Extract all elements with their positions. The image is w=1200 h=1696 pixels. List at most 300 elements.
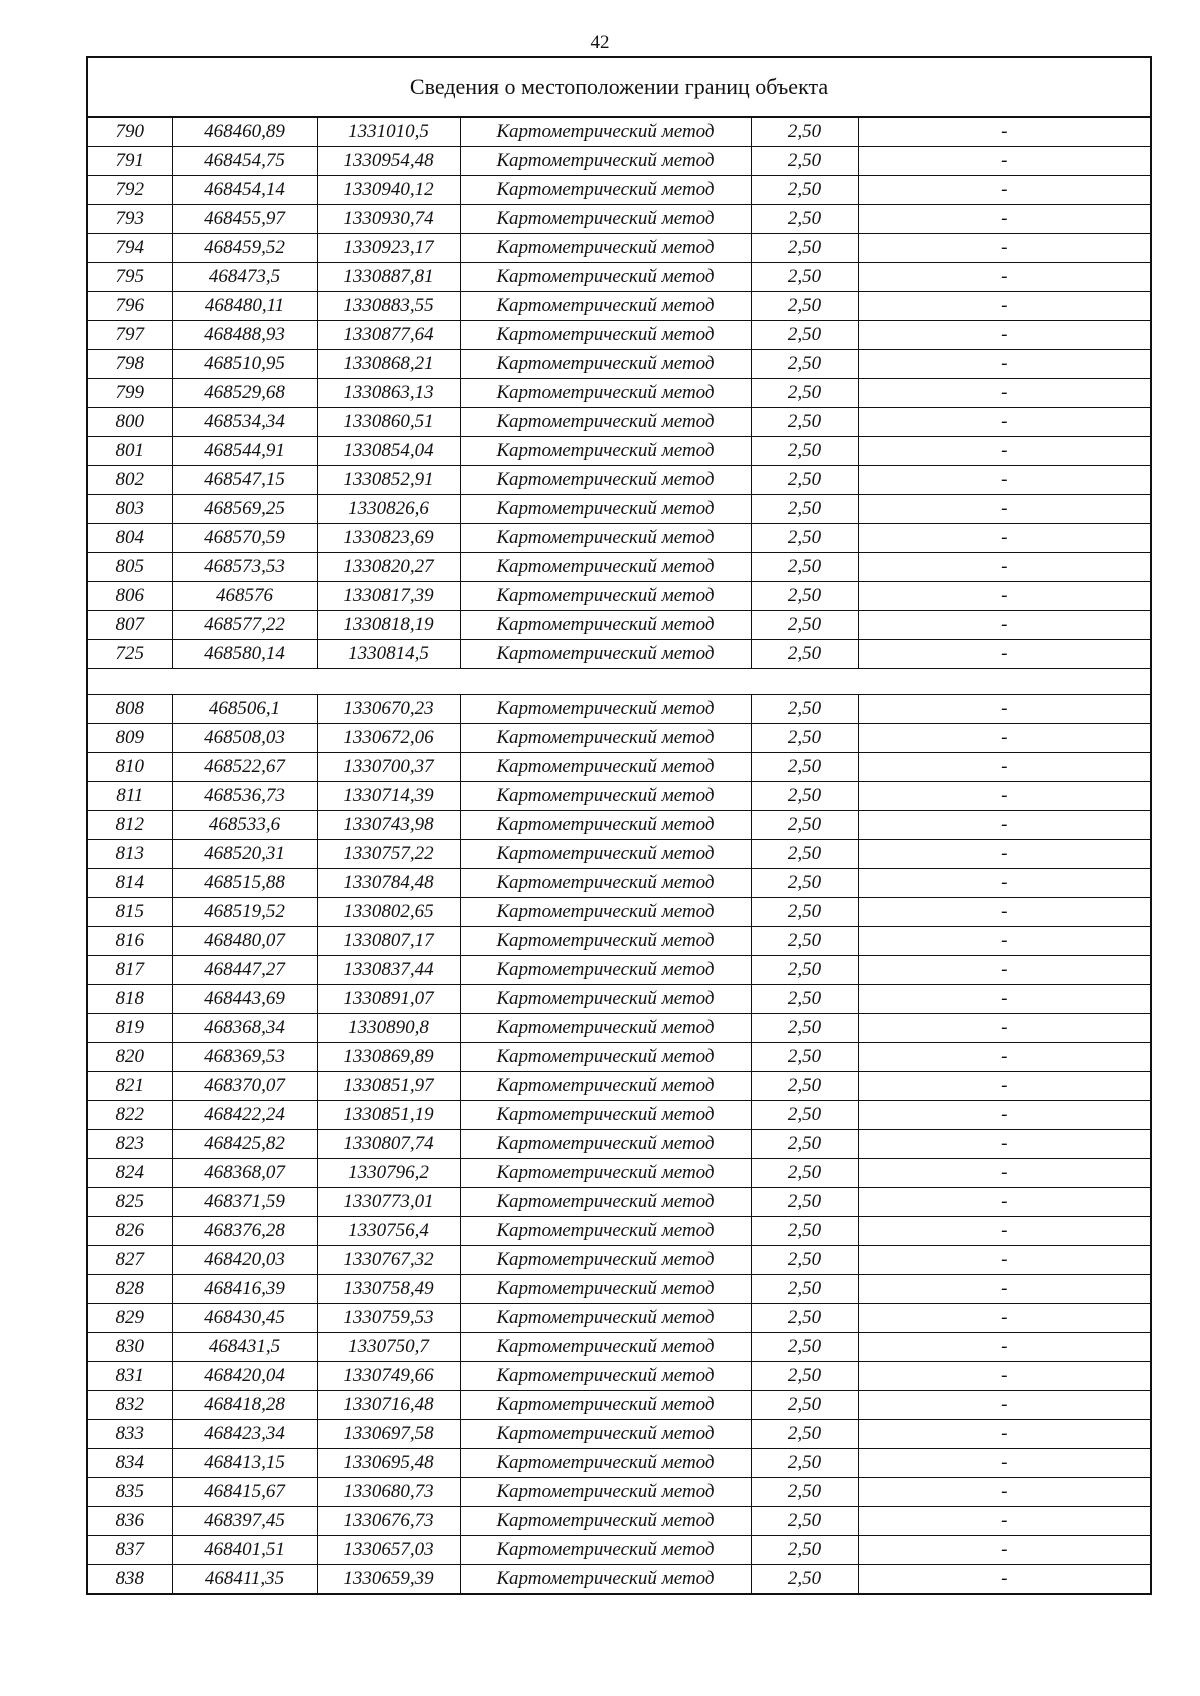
y-coordinate-cell: 1330773,01: [317, 1188, 460, 1217]
x-coordinate-cell: 468368,07: [172, 1159, 317, 1188]
description-cell: -: [858, 321, 1151, 350]
description-cell: -: [858, 408, 1151, 437]
accuracy-cell: 2,50: [751, 234, 858, 263]
y-coordinate-cell: 1330887,81: [317, 263, 460, 292]
y-coordinate-cell: 1330743,98: [317, 811, 460, 840]
method-cell: Картометрический метод: [460, 205, 751, 234]
method-cell: Картометрический метод: [460, 1043, 751, 1072]
y-coordinate-cell: 1330695,48: [317, 1449, 460, 1478]
x-coordinate-cell: 468515,88: [172, 869, 317, 898]
x-coordinate-cell: 468519,52: [172, 898, 317, 927]
description-cell: -: [858, 1101, 1151, 1130]
x-coordinate-cell: 468422,24: [172, 1101, 317, 1130]
method-cell: Картометрический метод: [460, 956, 751, 985]
accuracy-cell: 2,50: [751, 437, 858, 466]
description-cell: -: [858, 1159, 1151, 1188]
x-coordinate-cell: 468569,25: [172, 495, 317, 524]
x-coordinate-cell: 468447,27: [172, 956, 317, 985]
accuracy-cell: 2,50: [751, 1565, 858, 1595]
table-row: [87, 263, 1151, 292]
method-cell: Картометрический метод: [460, 840, 751, 869]
description-cell: -: [858, 1304, 1151, 1333]
accuracy-cell: 2,50: [751, 640, 858, 669]
description-cell: -: [858, 1333, 1151, 1362]
point-number-cell: 830: [87, 1333, 172, 1362]
accuracy-cell: 2,50: [751, 1449, 858, 1478]
x-coordinate-cell: 468376,28: [172, 1217, 317, 1246]
y-coordinate-cell: 1330860,51: [317, 408, 460, 437]
y-coordinate-cell: 1330807,74: [317, 1130, 460, 1159]
description-cell: -: [858, 234, 1151, 263]
x-coordinate-cell: 468420,03: [172, 1246, 317, 1275]
group-separator-row: [87, 669, 1151, 695]
method-cell: Картометрический метод: [460, 898, 751, 927]
method-cell: Картометрический метод: [460, 927, 751, 956]
boundary-coordinates-table: [86, 56, 1152, 1595]
y-coordinate-cell: 1330851,19: [317, 1101, 460, 1130]
description-cell: -: [858, 811, 1151, 840]
point-number-cell: 794: [87, 234, 172, 263]
table-row: [87, 1130, 1151, 1159]
description-cell: -: [858, 1014, 1151, 1043]
description-cell: -: [858, 437, 1151, 466]
description-cell: -: [858, 1420, 1151, 1449]
x-coordinate-cell: 468423,34: [172, 1420, 317, 1449]
method-cell: Картометрический метод: [460, 1449, 751, 1478]
point-number-cell: 836: [87, 1507, 172, 1536]
method-cell: Картометрический метод: [460, 1536, 751, 1565]
table-row: [87, 1362, 1151, 1391]
point-number-cell: 792: [87, 176, 172, 205]
x-coordinate-cell: 468488,93: [172, 321, 317, 350]
table-row: [87, 695, 1151, 724]
accuracy-cell: 2,50: [751, 1507, 858, 1536]
table-row: [87, 724, 1151, 753]
table-row: [87, 1275, 1151, 1304]
y-coordinate-cell: 1330868,21: [317, 350, 460, 379]
method-cell: Картометрический метод: [460, 869, 751, 898]
description-cell: -: [858, 495, 1151, 524]
y-coordinate-cell: 1330852,91: [317, 466, 460, 495]
method-cell: Картометрический метод: [460, 1072, 751, 1101]
point-number-cell: 821: [87, 1072, 172, 1101]
page-number: 42: [590, 32, 610, 53]
x-coordinate-cell: 468443,69: [172, 985, 317, 1014]
table-row: [87, 1246, 1151, 1275]
y-coordinate-cell: 1330851,97: [317, 1072, 460, 1101]
method-cell: Картометрический метод: [460, 724, 751, 753]
point-number-cell: 808: [87, 695, 172, 724]
y-coordinate-cell: 1330750,7: [317, 1333, 460, 1362]
accuracy-cell: 2,50: [751, 408, 858, 437]
point-number-cell: 810: [87, 753, 172, 782]
method-cell: Картометрический метод: [460, 1391, 751, 1420]
x-coordinate-cell: 468580,14: [172, 640, 317, 669]
point-number-cell: 809: [87, 724, 172, 753]
x-coordinate-cell: 468413,15: [172, 1449, 317, 1478]
accuracy-cell: 2,50: [751, 782, 858, 811]
point-number-cell: 829: [87, 1304, 172, 1333]
accuracy-cell: 2,50: [751, 1072, 858, 1101]
method-cell: Картометрический метод: [460, 1420, 751, 1449]
description-cell: -: [858, 1565, 1151, 1595]
table-row: [87, 176, 1151, 205]
description-cell: -: [858, 1478, 1151, 1507]
table-row: [87, 927, 1151, 956]
table-row: [87, 147, 1151, 176]
point-number-cell: 813: [87, 840, 172, 869]
description-cell: -: [858, 927, 1151, 956]
y-coordinate-cell: 1330680,73: [317, 1478, 460, 1507]
y-coordinate-cell: 1330863,13: [317, 379, 460, 408]
y-coordinate-cell: 1330883,55: [317, 292, 460, 321]
description-cell: -: [858, 1536, 1151, 1565]
method-cell: Картометрический метод: [460, 263, 751, 292]
y-coordinate-cell: 1330659,39: [317, 1565, 460, 1595]
method-cell: Картометрический метод: [460, 553, 751, 582]
description-cell: -: [858, 1217, 1151, 1246]
x-coordinate-cell: 468416,39: [172, 1275, 317, 1304]
accuracy-cell: 2,50: [751, 1478, 858, 1507]
description-cell: -: [858, 956, 1151, 985]
accuracy-cell: 2,50: [751, 869, 858, 898]
accuracy-cell: 2,50: [751, 553, 858, 582]
x-coordinate-cell: 468510,95: [172, 350, 317, 379]
x-coordinate-cell: 468455,97: [172, 205, 317, 234]
x-coordinate-cell: 468431,5: [172, 1333, 317, 1362]
description-cell: -: [858, 524, 1151, 553]
y-coordinate-cell: 1330837,44: [317, 956, 460, 985]
x-coordinate-cell: 468480,07: [172, 927, 317, 956]
point-number-cell: 802: [87, 466, 172, 495]
y-coordinate-cell: 1330818,19: [317, 611, 460, 640]
y-coordinate-cell: 1330954,48: [317, 147, 460, 176]
accuracy-cell: 2,50: [751, 898, 858, 927]
table-row: [87, 582, 1151, 611]
table-row: [87, 379, 1151, 408]
point-number-cell: 828: [87, 1275, 172, 1304]
table-title: Сведения о местоположении границ объекта: [87, 57, 1151, 117]
method-cell: Картометрический метод: [460, 1362, 751, 1391]
point-number-cell: 825: [87, 1188, 172, 1217]
point-number-cell: 819: [87, 1014, 172, 1043]
y-coordinate-cell: 1330930,74: [317, 205, 460, 234]
point-number-cell: 805: [87, 553, 172, 582]
point-number-cell: 823: [87, 1130, 172, 1159]
x-coordinate-cell: 468430,45: [172, 1304, 317, 1333]
description-cell: -: [858, 840, 1151, 869]
x-coordinate-cell: 468508,03: [172, 724, 317, 753]
method-cell: Картометрический метод: [460, 611, 751, 640]
x-coordinate-cell: 468573,53: [172, 553, 317, 582]
x-coordinate-cell: 468533,6: [172, 811, 317, 840]
method-cell: Картометрический метод: [460, 582, 751, 611]
x-coordinate-cell: 468522,67: [172, 753, 317, 782]
table-row: [87, 956, 1151, 985]
table-row: [87, 898, 1151, 927]
method-cell: Картометрический метод: [460, 1507, 751, 1536]
y-coordinate-cell: 1330670,23: [317, 695, 460, 724]
x-coordinate-cell: 468506,1: [172, 695, 317, 724]
accuracy-cell: 2,50: [751, 1275, 858, 1304]
y-coordinate-cell: 1330657,03: [317, 1536, 460, 1565]
accuracy-cell: 2,50: [751, 321, 858, 350]
x-coordinate-cell: 468418,28: [172, 1391, 317, 1420]
point-number-cell: 834: [87, 1449, 172, 1478]
x-coordinate-cell: 468529,68: [172, 379, 317, 408]
x-coordinate-cell: 468425,82: [172, 1130, 317, 1159]
method-cell: Картометрический метод: [460, 117, 751, 147]
point-number-cell: 798: [87, 350, 172, 379]
y-coordinate-cell: 1330759,53: [317, 1304, 460, 1333]
accuracy-cell: 2,50: [751, 350, 858, 379]
x-coordinate-cell: 468370,07: [172, 1072, 317, 1101]
accuracy-cell: 2,50: [751, 1188, 858, 1217]
x-coordinate-cell: 468576: [172, 582, 317, 611]
method-cell: Картометрический метод: [460, 1304, 751, 1333]
table-row: [87, 1014, 1151, 1043]
accuracy-cell: 2,50: [751, 1246, 858, 1275]
method-cell: Картометрический метод: [460, 176, 751, 205]
point-number-cell: 826: [87, 1217, 172, 1246]
table-row: [87, 1420, 1151, 1449]
y-coordinate-cell: 1330714,39: [317, 782, 460, 811]
description-cell: -: [858, 1188, 1151, 1217]
x-coordinate-cell: 468411,35: [172, 1565, 317, 1595]
table-row: [87, 1043, 1151, 1072]
accuracy-cell: 2,50: [751, 1536, 858, 1565]
table-row: [87, 869, 1151, 898]
method-cell: Картометрический метод: [460, 379, 751, 408]
method-cell: Картометрический метод: [460, 782, 751, 811]
y-coordinate-cell: 1330820,27: [317, 553, 460, 582]
accuracy-cell: 2,50: [751, 840, 858, 869]
table-row: [87, 466, 1151, 495]
x-coordinate-cell: 468401,51: [172, 1536, 317, 1565]
accuracy-cell: 2,50: [751, 611, 858, 640]
y-coordinate-cell: 1330757,22: [317, 840, 460, 869]
point-number-cell: 812: [87, 811, 172, 840]
accuracy-cell: 2,50: [751, 205, 858, 234]
x-coordinate-cell: 468520,31: [172, 840, 317, 869]
method-cell: Картометрический метод: [460, 1565, 751, 1595]
table-row: [87, 205, 1151, 234]
x-coordinate-cell: 468369,53: [172, 1043, 317, 1072]
description-cell: -: [858, 640, 1151, 669]
description-cell: -: [858, 292, 1151, 321]
accuracy-cell: 2,50: [751, 811, 858, 840]
table-row: [87, 1478, 1151, 1507]
description-cell: -: [858, 582, 1151, 611]
accuracy-cell: 2,50: [751, 1101, 858, 1130]
x-coordinate-cell: 468454,14: [172, 176, 317, 205]
table-row: [87, 782, 1151, 811]
table-row: [87, 1188, 1151, 1217]
accuracy-cell: 2,50: [751, 524, 858, 553]
table-row: [87, 640, 1151, 669]
description-cell: -: [858, 1246, 1151, 1275]
table-row: [87, 350, 1151, 379]
accuracy-cell: 2,50: [751, 956, 858, 985]
table-row: [87, 840, 1151, 869]
description-cell: -: [858, 1391, 1151, 1420]
point-number-cell: 793: [87, 205, 172, 234]
point-number-cell: 791: [87, 147, 172, 176]
table-row: [87, 524, 1151, 553]
table-row: [87, 1536, 1151, 1565]
description-cell: -: [858, 1275, 1151, 1304]
x-coordinate-cell: 468368,34: [172, 1014, 317, 1043]
accuracy-cell: 2,50: [751, 695, 858, 724]
x-coordinate-cell: 468534,34: [172, 408, 317, 437]
table-row: [87, 234, 1151, 263]
x-coordinate-cell: 468420,04: [172, 1362, 317, 1391]
table-row: [87, 117, 1151, 147]
point-number-cell: 806: [87, 582, 172, 611]
x-coordinate-cell: 468371,59: [172, 1188, 317, 1217]
method-cell: Картометрический метод: [460, 640, 751, 669]
description-cell: -: [858, 263, 1151, 292]
accuracy-cell: 2,50: [751, 147, 858, 176]
table-row: [87, 408, 1151, 437]
x-coordinate-cell: 468547,15: [172, 466, 317, 495]
method-cell: Картометрический метод: [460, 1246, 751, 1275]
table-row: [87, 1072, 1151, 1101]
table-row: [87, 1304, 1151, 1333]
y-coordinate-cell: 1330758,49: [317, 1275, 460, 1304]
method-cell: Картометрический метод: [460, 1217, 751, 1246]
y-coordinate-cell: 1330854,04: [317, 437, 460, 466]
table-row: [87, 1101, 1151, 1130]
y-coordinate-cell: 1330817,39: [317, 582, 460, 611]
description-cell: -: [858, 147, 1151, 176]
y-coordinate-cell: 1330807,17: [317, 927, 460, 956]
method-cell: Картометрический метод: [460, 1188, 751, 1217]
accuracy-cell: 2,50: [751, 117, 858, 147]
accuracy-cell: 2,50: [751, 724, 858, 753]
accuracy-cell: 2,50: [751, 495, 858, 524]
method-cell: Картометрический метод: [460, 695, 751, 724]
point-number-cell: 725: [87, 640, 172, 669]
point-number-cell: 837: [87, 1536, 172, 1565]
table-row: [87, 753, 1151, 782]
table-body: [87, 117, 1151, 1594]
x-coordinate-cell: 468397,45: [172, 1507, 317, 1536]
accuracy-cell: 2,50: [751, 1304, 858, 1333]
description-cell: -: [858, 611, 1151, 640]
y-coordinate-cell: 1330796,2: [317, 1159, 460, 1188]
description-cell: -: [858, 869, 1151, 898]
description-cell: -: [858, 724, 1151, 753]
table-row: [87, 1217, 1151, 1246]
table-row: [87, 1507, 1151, 1536]
accuracy-cell: 2,50: [751, 1014, 858, 1043]
y-coordinate-cell: 1330826,6: [317, 495, 460, 524]
point-number-cell: 816: [87, 927, 172, 956]
table-row: [87, 1565, 1151, 1595]
y-coordinate-cell: 1330784,48: [317, 869, 460, 898]
method-cell: Картометрический метод: [460, 437, 751, 466]
method-cell: Картометрический метод: [460, 1159, 751, 1188]
description-cell: -: [858, 176, 1151, 205]
table-row: [87, 321, 1151, 350]
x-coordinate-cell: 468454,75: [172, 147, 317, 176]
description-cell: -: [858, 379, 1151, 408]
y-coordinate-cell: 1330802,65: [317, 898, 460, 927]
accuracy-cell: 2,50: [751, 1159, 858, 1188]
y-coordinate-cell: 1331010,5: [317, 117, 460, 147]
y-coordinate-cell: 1330676,73: [317, 1507, 460, 1536]
point-number-cell: 801: [87, 437, 172, 466]
table-row: [87, 553, 1151, 582]
method-cell: Картометрический метод: [460, 524, 751, 553]
accuracy-cell: 2,50: [751, 582, 858, 611]
method-cell: Картометрический метод: [460, 408, 751, 437]
method-cell: Картометрический метод: [460, 1014, 751, 1043]
point-number-cell: 811: [87, 782, 172, 811]
accuracy-cell: 2,50: [751, 1217, 858, 1246]
method-cell: Картометрический метод: [460, 234, 751, 263]
y-coordinate-cell: 1330869,89: [317, 1043, 460, 1072]
description-cell: -: [858, 898, 1151, 927]
point-number-cell: 797: [87, 321, 172, 350]
accuracy-cell: 2,50: [751, 1043, 858, 1072]
method-cell: Картометрический метод: [460, 1101, 751, 1130]
group-separator-cell: [87, 669, 1151, 695]
description-cell: -: [858, 782, 1151, 811]
point-number-cell: 832: [87, 1391, 172, 1420]
description-cell: -: [858, 985, 1151, 1014]
method-cell: Картометрический метод: [460, 985, 751, 1014]
point-number-cell: 817: [87, 956, 172, 985]
y-coordinate-cell: 1330672,06: [317, 724, 460, 753]
y-coordinate-cell: 1330697,58: [317, 1420, 460, 1449]
table-row: [87, 1449, 1151, 1478]
description-cell: -: [858, 1072, 1151, 1101]
y-coordinate-cell: 1330940,12: [317, 176, 460, 205]
y-coordinate-cell: 1330823,69: [317, 524, 460, 553]
description-cell: -: [858, 350, 1151, 379]
x-coordinate-cell: 468460,89: [172, 117, 317, 147]
table-row: [87, 1391, 1151, 1420]
point-number-cell: 796: [87, 292, 172, 321]
description-cell: -: [858, 553, 1151, 582]
point-number-cell: 795: [87, 263, 172, 292]
table-row: [87, 495, 1151, 524]
point-number-cell: 800: [87, 408, 172, 437]
description-cell: -: [858, 753, 1151, 782]
point-number-cell: 824: [87, 1159, 172, 1188]
accuracy-cell: 2,50: [751, 1130, 858, 1159]
accuracy-cell: 2,50: [751, 263, 858, 292]
accuracy-cell: 2,50: [751, 292, 858, 321]
y-coordinate-cell: 1330749,66: [317, 1362, 460, 1391]
point-number-cell: 822: [87, 1101, 172, 1130]
y-coordinate-cell: 1330814,5: [317, 640, 460, 669]
table-row: [87, 292, 1151, 321]
method-cell: Картометрический метод: [460, 147, 751, 176]
method-cell: Картометрический метод: [460, 811, 751, 840]
method-cell: Картометрический метод: [460, 1130, 751, 1159]
description-cell: -: [858, 117, 1151, 147]
point-number-cell: 833: [87, 1420, 172, 1449]
accuracy-cell: 2,50: [751, 985, 858, 1014]
description-cell: -: [858, 1043, 1151, 1072]
point-number-cell: 835: [87, 1478, 172, 1507]
x-coordinate-cell: 468473,5: [172, 263, 317, 292]
accuracy-cell: 2,50: [751, 379, 858, 408]
point-number-cell: 818: [87, 985, 172, 1014]
